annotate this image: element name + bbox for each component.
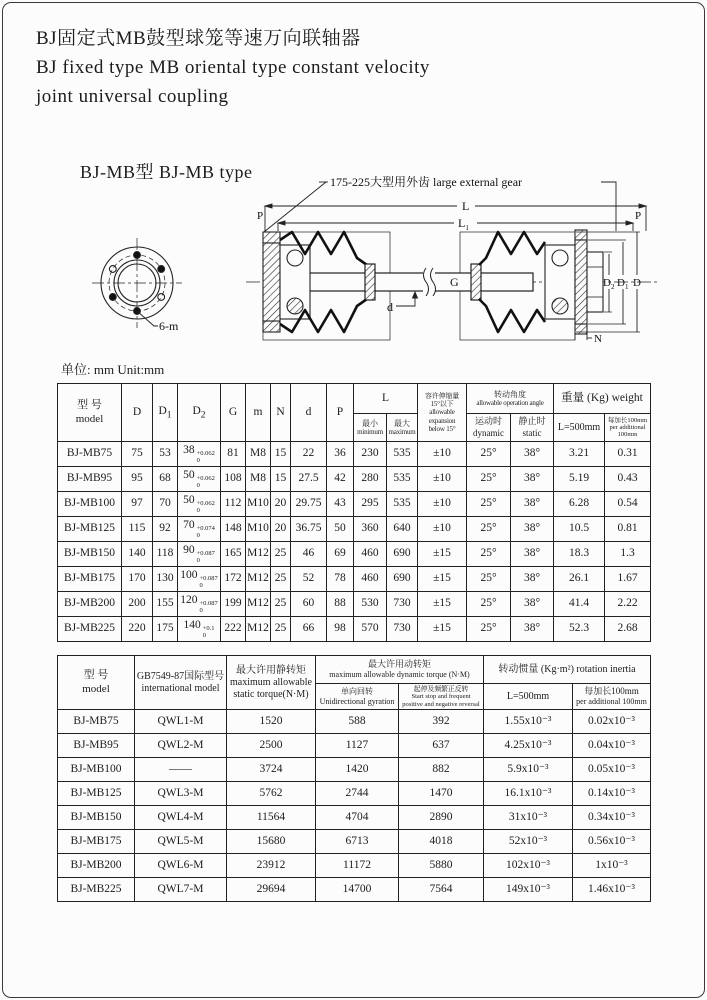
- table-cell: 115: [122, 517, 153, 542]
- table-cell: 4.25x10⁻³: [484, 734, 573, 758]
- table-cell: ±10: [418, 442, 467, 467]
- table-cell: 1470: [399, 782, 484, 806]
- table-cell: 535: [387, 442, 418, 467]
- torque-table: [57, 655, 651, 902]
- bolt-count-label: 6-m: [159, 319, 179, 333]
- col-header-l-max: 最大 maximum: [387, 414, 418, 442]
- table-cell: 640: [387, 517, 418, 542]
- table-cell: 25°: [467, 467, 511, 492]
- table-cell: 10.5: [554, 517, 605, 542]
- table-cell: QWL7-M: [135, 878, 227, 902]
- table-cell: BJ-MB125: [58, 782, 135, 806]
- col-header-d: D: [122, 384, 153, 442]
- table-cell: 15: [271, 442, 291, 467]
- table-cell: 6713: [316, 830, 399, 854]
- table-cell: BJ-MB225: [58, 878, 135, 902]
- table-cell: 1x10⁻³: [573, 854, 651, 878]
- table-cell: 130: [153, 567, 178, 592]
- table-cell: QWL1-M: [135, 710, 227, 734]
- col-header-angle: 转动角度 allowable operation angle: [467, 384, 554, 414]
- table-cell: 38°: [511, 617, 554, 642]
- table-cell: 690: [387, 567, 418, 592]
- table-row: [58, 854, 651, 878]
- table-cell: 23912: [227, 854, 316, 878]
- table-cell: ±15: [418, 567, 467, 592]
- doc-title-en-2: joint universal coupling: [36, 86, 229, 107]
- table-cell: 38°: [511, 542, 554, 567]
- table-cell: 29.75: [291, 492, 327, 517]
- table-cell: 222: [221, 617, 246, 642]
- table-cell: 95: [122, 467, 153, 492]
- table-cell: M12: [246, 592, 271, 617]
- col-header-expansion: 容许伸缩量 15°以下 allowable expansion below 15°: [418, 384, 467, 442]
- table-cell: 22: [291, 442, 327, 467]
- table-cell: 5.9x10⁻³: [484, 758, 573, 782]
- table-cell: 25: [271, 567, 291, 592]
- table-cell: 75: [122, 442, 153, 467]
- torque-table-header: [58, 656, 651, 710]
- table-cell: BJ-MB75: [58, 442, 122, 467]
- doc-title-zh: BJ固定式MB鼓型球笼等速万向联轴器: [36, 28, 361, 49]
- table-cell: 165: [221, 542, 246, 567]
- table-cell: 92: [153, 517, 178, 542]
- table-cell: QWL4-M: [135, 806, 227, 830]
- table-cell: 60: [291, 592, 327, 617]
- table-cell: 16.1x10⁻³: [484, 782, 573, 806]
- table-cell: 18.3: [554, 542, 605, 567]
- table-cell: 2744: [316, 782, 399, 806]
- col-header-l-min: 最小 minimum: [354, 414, 387, 442]
- table-cell: 535: [387, 467, 418, 492]
- table-cell: 0.05x10⁻³: [573, 758, 651, 782]
- table-cell: 4018: [399, 830, 484, 854]
- table-cell: 70 +0.074 0: [178, 517, 221, 542]
- doc-title-en-1: BJ fixed type MB oriental type constant velocity: [36, 57, 430, 78]
- table-cell: 149x10⁻³: [484, 878, 573, 902]
- table-cell: 42: [327, 467, 354, 492]
- table-cell: QWL6-M: [135, 854, 227, 878]
- table-cell: BJ-MB200: [58, 592, 122, 617]
- table-cell: 1520: [227, 710, 316, 734]
- table-row: [58, 542, 651, 567]
- table-cell: 0.43: [605, 467, 651, 492]
- section-subtitle: BJ-MB型 BJ-MB type: [80, 162, 253, 182]
- table-cell: 78: [327, 567, 354, 592]
- table-cell: 0.31: [605, 442, 651, 467]
- table-cell: 69: [327, 542, 354, 567]
- table-cell: 7564: [399, 878, 484, 902]
- table-cell: 2.68: [605, 617, 651, 642]
- col-header-wadd: 每加长100mm per additional 100mm: [605, 414, 651, 442]
- table-cell: BJ-MB225: [58, 617, 122, 642]
- table-cell: 29694: [227, 878, 316, 902]
- table-cell: 98: [327, 617, 354, 642]
- table-cell: 0.14x10⁻³: [573, 782, 651, 806]
- table-cell: 535: [387, 492, 418, 517]
- table-cell: 0.34x10⁻³: [573, 806, 651, 830]
- table-cell: 118: [153, 542, 178, 567]
- table-cell: 2.22: [605, 592, 651, 617]
- table-cell: 530: [354, 592, 387, 617]
- table-cell: BJ-MB200: [58, 854, 135, 878]
- table-row: [58, 467, 651, 492]
- col-header-l500: L=500mm: [484, 684, 573, 710]
- table-cell: 295: [354, 492, 387, 517]
- table-cell: 66: [291, 617, 327, 642]
- col-header-d2: $D_2$: [178, 384, 221, 442]
- table-cell: 15680: [227, 830, 316, 854]
- document-title: [36, 24, 430, 111]
- col-header-start-stop: 起停及频繁正反转 Start stop and frequent positive and negative reversal: [399, 684, 484, 710]
- table-cell: 43: [327, 492, 354, 517]
- col-header-d1: $D_1$: [153, 384, 178, 442]
- table-cell: BJ-MB100: [58, 758, 135, 782]
- dim-label-g: G: [450, 275, 459, 289]
- table-row: [58, 442, 651, 467]
- table-cell: 730: [387, 617, 418, 642]
- table-cell: 38°: [511, 567, 554, 592]
- dim-label-d-big: D: [633, 277, 641, 289]
- table-cell: 360: [354, 517, 387, 542]
- table-cell: 175: [153, 617, 178, 642]
- table-cell: 100 +0.087 0: [178, 567, 221, 592]
- table-row: [58, 492, 651, 517]
- table-cell: 52: [291, 567, 327, 592]
- table-cell: 3.21: [554, 442, 605, 467]
- table-cell: 108: [221, 467, 246, 492]
- table-cell: ±10: [418, 467, 467, 492]
- table-cell: 0.56x10⁻³: [573, 830, 651, 854]
- table-cell: 199: [221, 592, 246, 617]
- table-cell: M12: [246, 542, 271, 567]
- table-cell: 120 +0.087 0: [178, 592, 221, 617]
- col-header-dd: d: [291, 384, 327, 442]
- table-cell: 5762: [227, 782, 316, 806]
- col-header-model: 型 号 model: [58, 384, 122, 442]
- table-cell: M10: [246, 517, 271, 542]
- col-header-w500: L=500mm: [554, 414, 605, 442]
- col-header-static-torque: 最大许用静转矩 maximum allowable static torque(N·M): [227, 656, 316, 710]
- table-cell: M8: [246, 467, 271, 492]
- table-cell: 2500: [227, 734, 316, 758]
- table-cell: 5.19: [554, 467, 605, 492]
- table-cell: 5880: [399, 854, 484, 878]
- col-header-weight: 重量 (Kg) weight: [554, 384, 651, 414]
- table-cell: 14700: [316, 878, 399, 902]
- table-cell: 460: [354, 567, 387, 592]
- gear-callout: 175-225大型用外齿 large external gear: [330, 175, 523, 189]
- table-cell: 38°: [511, 492, 554, 517]
- table-row: [58, 517, 651, 542]
- table-cell: 0.04x10⁻³: [573, 734, 651, 758]
- table-cell: 70: [153, 492, 178, 517]
- table-row: [58, 617, 651, 642]
- unit-label: 单位: mm Unit:mm: [61, 362, 165, 377]
- table-row: [58, 830, 651, 854]
- col-header-dynamic-torque: 最大许用动转矩 maximum allowable dynamic torque (N·M): [316, 656, 484, 684]
- table-cell: 882: [399, 758, 484, 782]
- table-cell: BJ-MB150: [58, 542, 122, 567]
- table-cell: 0.02x10⁻³: [573, 710, 651, 734]
- table-row: [58, 782, 651, 806]
- table-cell: 155: [153, 592, 178, 617]
- dimension-table-body: [58, 442, 651, 642]
- table-cell: 52x10⁻³: [484, 830, 573, 854]
- table-cell: 50: [327, 517, 354, 542]
- table-cell: 20: [271, 492, 291, 517]
- col-header-g: G: [221, 384, 246, 442]
- table-cell: BJ-MB100: [58, 492, 122, 517]
- table-cell: 280: [354, 467, 387, 492]
- table-cell: 15: [271, 467, 291, 492]
- torque-table-body: [58, 710, 651, 902]
- table-cell: ±15: [418, 542, 467, 567]
- table-row: [58, 806, 651, 830]
- table-row: [58, 592, 651, 617]
- table-cell: 31x10⁻³: [484, 806, 573, 830]
- table-cell: 1.3: [605, 542, 651, 567]
- table-cell: 20: [271, 517, 291, 542]
- table-cell: 1420: [316, 758, 399, 782]
- table-cell: 460: [354, 542, 387, 567]
- table-cell: 112: [221, 492, 246, 517]
- table-cell: 90 +0.087 0: [178, 542, 221, 567]
- table-row: [58, 734, 651, 758]
- table-cell: 38°: [511, 467, 554, 492]
- table-cell: ±15: [418, 617, 467, 642]
- table-cell: 25: [271, 542, 291, 567]
- col-header-inertia: 转动惯量 (Kg·m²) rotation inertia: [484, 656, 651, 684]
- table-cell: 140: [122, 542, 153, 567]
- table-cell: M12: [246, 567, 271, 592]
- dimension-table: [57, 383, 651, 642]
- table-cell: 637: [399, 734, 484, 758]
- table-cell: 25°: [467, 617, 511, 642]
- table-cell: 1.46x10⁻³: [573, 878, 651, 902]
- table-cell: 25: [271, 592, 291, 617]
- table-cell: 25°: [467, 592, 511, 617]
- table-cell: 230: [354, 442, 387, 467]
- table-cell: 50 +0.062 0: [178, 467, 221, 492]
- table-cell: M12: [246, 617, 271, 642]
- table-cell: 38°: [511, 592, 554, 617]
- table-cell: 588: [316, 710, 399, 734]
- table-cell: 81: [221, 442, 246, 467]
- dim-label-d1: $D_1$: [617, 277, 629, 291]
- dim-label-p-right: P: [635, 210, 642, 222]
- table-cell: 730: [387, 592, 418, 617]
- table-cell: 50 +0.062 0: [178, 492, 221, 517]
- dim-label-d2: $D_2$: [603, 277, 615, 291]
- col-header-static: 静止时 static: [511, 414, 554, 442]
- col-header-model2: 型 号 model: [58, 656, 135, 710]
- col-header-m: m: [246, 384, 271, 442]
- table-cell: 1.67: [605, 567, 651, 592]
- table-cell: 36: [327, 442, 354, 467]
- table-cell: 25°: [467, 517, 511, 542]
- table-cell: 690: [387, 542, 418, 567]
- table-cell: 1127: [316, 734, 399, 758]
- dim-label-l: L: [462, 199, 470, 213]
- table-cell: 97: [122, 492, 153, 517]
- table-cell: 0.54: [605, 492, 651, 517]
- table-cell: 3724: [227, 758, 316, 782]
- table-cell: ±10: [418, 492, 467, 517]
- table-row: [58, 710, 651, 734]
- table-cell: 140 +0.1 0: [178, 617, 221, 642]
- table-cell: 220: [122, 617, 153, 642]
- table-cell: ±15: [418, 592, 467, 617]
- table-cell: 570: [354, 617, 387, 642]
- col-header-l: L: [354, 384, 418, 414]
- table-cell: 52.3: [554, 617, 605, 642]
- table-row: [58, 567, 651, 592]
- table-cell: BJ-MB75: [58, 710, 135, 734]
- table-cell: 27.5: [291, 467, 327, 492]
- table-cell: 41.4: [554, 592, 605, 617]
- dim-label-l1: $L_1$: [458, 216, 469, 232]
- table-cell: 11172: [316, 854, 399, 878]
- col-header-unidirectional: 单向回转 Unidirectional gyration: [316, 684, 399, 710]
- table-cell: BJ-MB150: [58, 806, 135, 830]
- table-cell: M8: [246, 442, 271, 467]
- table-cell: 1.55x10⁻³: [484, 710, 573, 734]
- dimension-table-header: [58, 384, 651, 442]
- table-cell: QWL5-M: [135, 830, 227, 854]
- dim-label-n: N: [594, 333, 602, 345]
- table-cell: 25°: [467, 542, 511, 567]
- table-cell: 148: [221, 517, 246, 542]
- table-cell: 88: [327, 592, 354, 617]
- table-cell: 53: [153, 442, 178, 467]
- col-header-international: GB7549-87国际型号 international model: [135, 656, 227, 710]
- table-cell: 46: [291, 542, 327, 567]
- table-cell: M10: [246, 492, 271, 517]
- table-cell: ±10: [418, 517, 467, 542]
- table-cell: 4704: [316, 806, 399, 830]
- table-cell: 11564: [227, 806, 316, 830]
- table-cell: 392: [399, 710, 484, 734]
- table-cell: BJ-MB125: [58, 517, 122, 542]
- table-cell: 102x10⁻³: [484, 854, 573, 878]
- table-cell: 6.28: [554, 492, 605, 517]
- table-cell: 200: [122, 592, 153, 617]
- table-cell: 25°: [467, 492, 511, 517]
- table-cell: 2890: [399, 806, 484, 830]
- table-cell: 68: [153, 467, 178, 492]
- table-cell: 25°: [467, 442, 511, 467]
- col-header-p: P: [327, 384, 354, 442]
- technical-drawing: [58, 168, 688, 358]
- col-header-add100: 每加长100mm per additional 100mm: [573, 684, 651, 710]
- table-cell: BJ-MB175: [58, 830, 135, 854]
- table-cell: 38°: [511, 517, 554, 542]
- table-cell: ——: [135, 758, 227, 782]
- table-cell: 26.1: [554, 567, 605, 592]
- front-view: [92, 238, 182, 328]
- table-cell: QWL3-M: [135, 782, 227, 806]
- col-header-dynamic: 运动时 dynamic: [467, 414, 511, 442]
- table-cell: 38°: [511, 442, 554, 467]
- table-cell: 0.81: [605, 517, 651, 542]
- table-cell: 38 +0.062 0: [178, 442, 221, 467]
- table-cell: 172: [221, 567, 246, 592]
- dim-label-d-small: d: [387, 300, 393, 314]
- dim-label-p-left: P: [257, 210, 264, 222]
- table-cell: 36.75: [291, 517, 327, 542]
- table-row: [58, 758, 651, 782]
- table-cell: 25: [271, 617, 291, 642]
- table-cell: BJ-MB95: [58, 734, 135, 758]
- table-cell: QWL2-M: [135, 734, 227, 758]
- table-row: [58, 878, 651, 902]
- table-cell: BJ-MB95: [58, 467, 122, 492]
- table-cell: BJ-MB175: [58, 567, 122, 592]
- table-cell: 170: [122, 567, 153, 592]
- table-cell: 25°: [467, 567, 511, 592]
- col-header-n: N: [271, 384, 291, 442]
